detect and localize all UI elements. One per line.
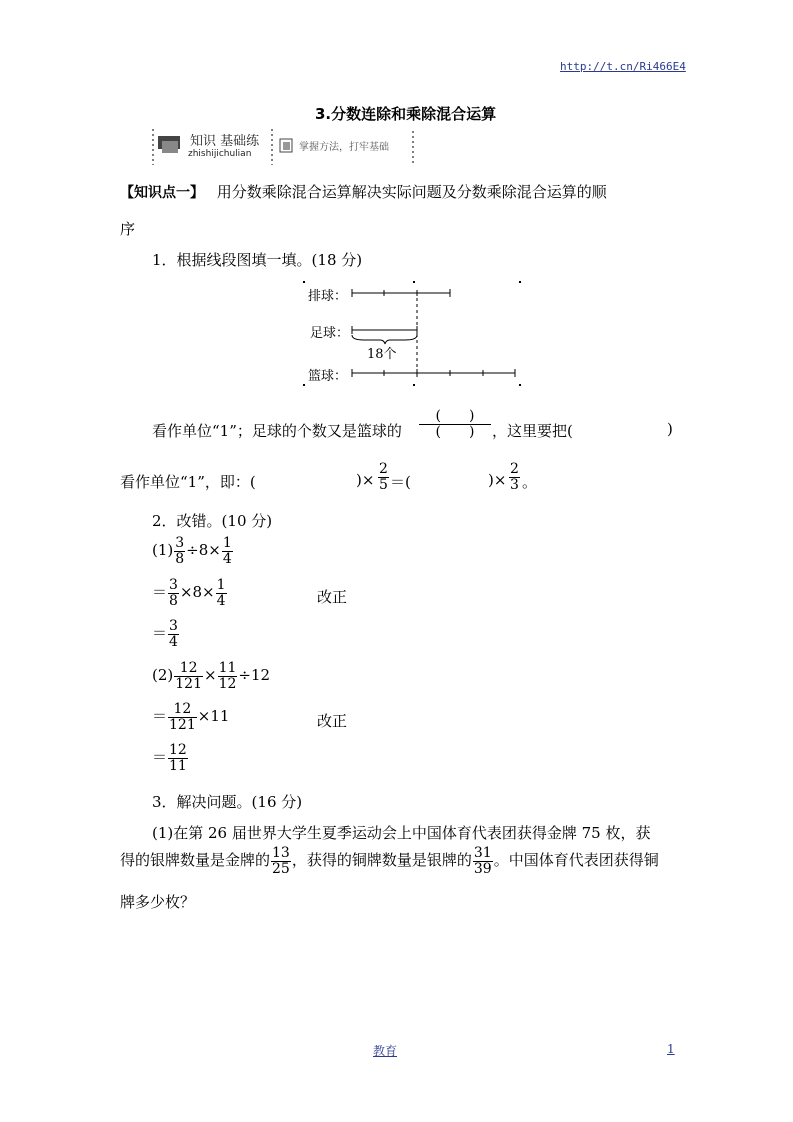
fraction: $\frac{12}{121}$ [175,660,202,692]
knowledge-tag: 【知识点一】 [120,185,204,201]
football-label: 足球： [310,326,350,341]
q1-line2-d: )× [488,471,507,489]
header-url[interactable]: http://t.cn/Ri466E4 [560,60,686,73]
knowledge-line [120,181,607,202]
badge-main: 知识 基础练 [190,134,260,149]
football-count: 18个 [367,347,397,362]
q2-heading: 2．改错。(10 分) [152,512,273,530]
q2-p2-line2: ＝ $\frac{12}{121}$ ×11 [152,701,230,733]
section-badge [152,128,414,166]
q2-p2-line1: (2) $\frac{12}{121}$ × $\frac{11}{12}$ ÷12 [152,660,271,692]
page-title: 3.分数连除和乘除混合运算 [315,105,497,123]
fraction: $\frac{3}{8}$ [169,577,178,609]
knowledge-text: 用分数乘除混合运算解决实际问题及分数乘除混合运算的顺 [216,183,607,201]
fraction: $\frac{1}{4}$ [216,577,226,609]
q3-line3: 牌多少枚？ [120,893,196,911]
volleyball-label: 排球： [308,289,348,304]
fraction: $\frac{3}{4}$ [169,618,178,650]
q3-line2: 得的银牌数量是金牌的 $\frac{13}{25}$ ，获得的铜牌数量是银牌的 $\frac{31}{39}$ 。中国体育代表团获得铜 [120,845,659,877]
blank-numerator[interactable]: ( ) [419,409,491,425]
q2-p1-line1: (1) $\frac{3}{8}$ ÷8× $\frac{1}{4}$ [152,535,232,567]
q1-line2-c: ＝( [390,473,411,491]
q2-p2-line3: ＝ $\frac{12}{11}$ [152,742,187,774]
fraction-2-3: $\frac{2}{3}$ [510,461,519,493]
knowledge-text-cont: 序 [120,220,136,238]
fraction: $\frac{12}{11}$ [169,742,187,774]
fraction-2-5: $\frac{2}{5}$ [379,461,388,493]
q2-p2-fix: 改正 [317,712,348,730]
badge-slogan: 掌握方法，打牢基础 [299,142,389,153]
fraction-31-39: $\frac{31}{39}$ [473,845,492,877]
q1-line2 [120,462,680,502]
badge-pinyin: zhishijichulian [188,149,252,159]
blank-denominator[interactable]: ( ) [435,423,475,440]
q1-line2-e: 。 [522,473,538,491]
segment-diagram [300,278,530,388]
fraction: $\frac{1}{4}$ [222,535,232,567]
q1-line1 [152,409,677,449]
q3-line1: (1)在第 26 届世界大学生夏季运动会上中国体育代表团获得金牌 75 枚，获 [152,824,651,842]
q3-heading: 3．解决问题。(16 分) [152,793,303,811]
q2-p1-line3: ＝ $\frac{3}{4}$ [152,618,178,650]
q2-p1-fix: 改正 [317,588,348,606]
q1-line2-b: )× [356,471,375,489]
q1-heading: 1．根据线段图填一填。(18 分) [152,251,363,269]
footer-link[interactable]: 教育 [373,1044,398,1058]
fraction: $\frac{3}{8}$ [175,535,185,567]
blank-fraction[interactable] [419,409,491,439]
fraction: $\frac{12}{121}$ [169,701,196,733]
q1-line1-c: ) [667,420,673,438]
q1-line1-b: ，这里要把( [492,422,573,440]
fraction-13-25: $\frac{13}{25}$ [272,845,290,877]
q1-line1-a: 看作单位“1”；足球的个数又是篮球的 [152,422,402,440]
fraction: $\frac{11}{12}$ [218,660,237,692]
q1-line2-a: 看作单位“1”，即：( [120,473,256,491]
q2-p1-line2: ＝ $\frac{3}{8}$ ×8× $\frac{1}{4}$ [152,577,226,609]
basketball-label: 篮球： [308,369,348,384]
page-number: 1 [667,1042,675,1056]
